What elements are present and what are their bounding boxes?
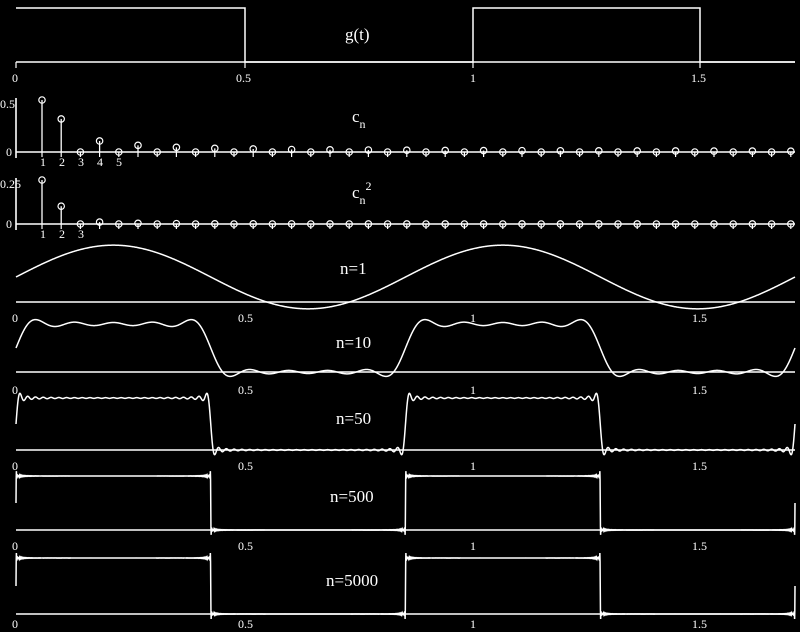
svg-text:1.5: 1.5	[692, 617, 707, 631]
svg-text:1: 1	[470, 539, 476, 553]
panel-title-n1: n=1	[340, 259, 367, 278]
panel-title-cn2: $c_n^2$	[352, 179, 372, 207]
svg-text:1.5: 1.5	[692, 311, 707, 325]
svg-text:2: 2	[59, 155, 65, 169]
ytick-0: 0	[6, 145, 12, 159]
svg-text:0: 0	[12, 617, 18, 631]
svg-text:0.5: 0.5	[238, 383, 253, 397]
trace-n10	[16, 320, 795, 377]
svg-text:2: 2	[59, 227, 65, 241]
svg-cn2	[0, 172, 800, 244]
svg-text:1: 1	[40, 227, 46, 241]
svg-n50	[0, 380, 800, 456]
xticklabels-top	[12, 539, 707, 553]
svg-n1	[0, 240, 800, 310]
panel-n500	[0, 456, 800, 536]
ytick-0: 0	[6, 217, 12, 231]
svg-text:1: 1	[470, 311, 476, 325]
svg-text:1.5: 1.5	[692, 539, 707, 553]
svg-cn	[0, 90, 800, 170]
svg-n10	[0, 308, 800, 380]
svg-text:1: 1	[40, 155, 46, 169]
cn-xticklabels	[40, 155, 122, 169]
panel-n5000	[0, 536, 800, 632]
trace-n50	[16, 393, 795, 454]
trace-n500	[16, 471, 795, 535]
panel-title-n10: n=10	[336, 333, 372, 352]
panel-n1	[0, 240, 800, 310]
trace-n5000	[16, 553, 795, 619]
xtick-1: 1	[470, 71, 476, 85]
svg-text:0: 0	[12, 459, 18, 473]
svg-text:0: 0	[12, 539, 18, 553]
panel-square-wave	[0, 0, 800, 88]
square-wave-trace	[16, 8, 795, 62]
svg-text:3: 3	[78, 155, 84, 169]
panel-n10	[0, 308, 800, 380]
svg-text:3: 3	[78, 227, 84, 241]
cn2-xticklabels	[40, 227, 84, 241]
svg-text:4: 4	[97, 155, 103, 169]
xticklabels-bottom	[12, 617, 707, 631]
svg-text:5: 5	[116, 155, 122, 169]
panel-title-cn: $c_n$	[352, 107, 366, 131]
ytick-05: 0.5	[0, 97, 15, 111]
xtick-0: 0	[12, 71, 18, 85]
panel-cn	[0, 90, 800, 170]
svg-text:0.5: 0.5	[238, 459, 253, 473]
xticklabels	[12, 459, 707, 473]
svg-text:0: 0	[12, 383, 18, 397]
svg-text:1: 1	[470, 459, 476, 473]
svg-square-wave	[0, 0, 800, 88]
svg-n5000	[0, 536, 800, 632]
panel-title-g: g(t)	[345, 25, 370, 44]
svg-text:1: 1	[470, 383, 476, 397]
panel-title-n5000: n=5000	[326, 571, 379, 590]
svg-text:0.5: 0.5	[238, 617, 253, 631]
svg-n500	[0, 456, 800, 536]
panel-title-n500: n=500	[330, 487, 374, 506]
svg-text:0.5: 0.5	[238, 311, 253, 325]
svg-text:1.5: 1.5	[692, 383, 707, 397]
svg-text:0: 0	[12, 311, 18, 325]
xtick-05: 0.5	[236, 71, 251, 85]
x-tick-marks	[16, 62, 700, 68]
panel-title-n50: n=50	[336, 409, 372, 428]
svg-text:0.5: 0.5	[238, 539, 253, 553]
cn-stems	[39, 97, 794, 157]
xticklabels	[12, 383, 707, 397]
panel-cn2	[0, 172, 800, 244]
trace-n1	[16, 245, 795, 309]
cn2-stems	[39, 177, 794, 229]
xtick-15: 1.5	[691, 71, 706, 85]
panel-n50	[0, 380, 800, 456]
ytick-025: 0.25	[0, 177, 21, 191]
svg-text:1.5: 1.5	[692, 459, 707, 473]
svg-text:1: 1	[470, 617, 476, 631]
